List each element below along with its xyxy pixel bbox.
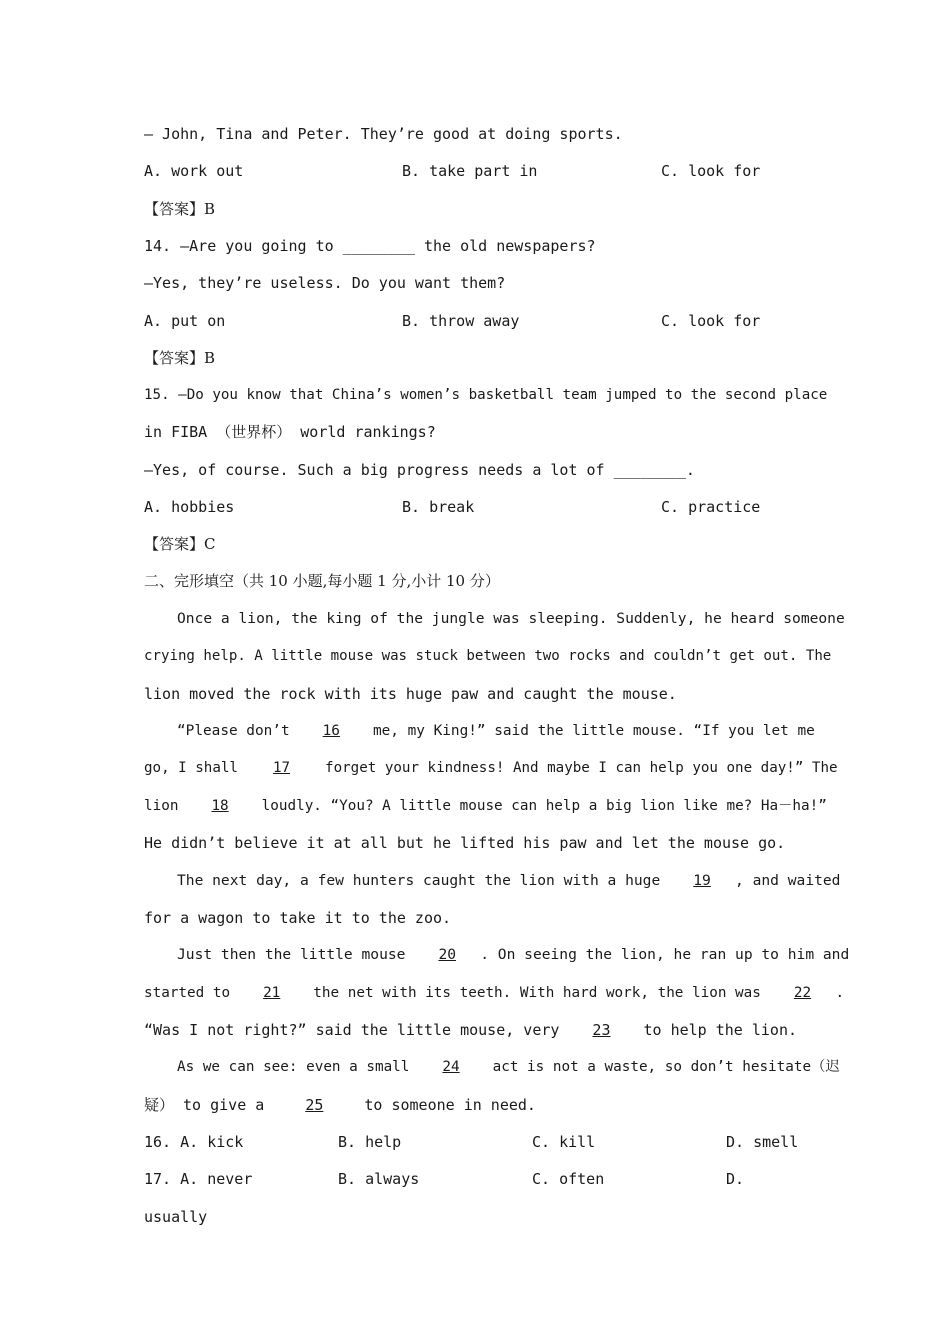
blank-23: 23 — [592, 1021, 611, 1039]
q16-option-a: 16. A. kick — [144, 1133, 244, 1151]
blank-25: 25 — [305, 1096, 324, 1114]
passage-p2-line4: He didn’t believe it at all but he lifted his paw and let the mouse go. — [144, 834, 786, 852]
passage-p3-line2: for a wagon to take it to the zoo. — [144, 909, 452, 927]
blank-17: 17 — [272, 760, 291, 776]
q14-option-a: A. put on — [144, 312, 226, 330]
passage-p1-line1: Once a lion, the king of the jungle was sleeping. Suddenly, he heard someone — [177, 610, 845, 627]
passage-p3-line1: The next day, a few hunters caught the lion with a huge 19 , and waited — [177, 872, 841, 889]
q15-stem-line1: 15. —Do you know that China’s women’s basketball team jumped to the second place — [144, 387, 828, 403]
q13-answer-line: — John, Tina and Peter. They’re good at doing sports. — [144, 125, 623, 143]
passage-p2-line3: lion 18 loudly. “You? A little mouse can help a big lion like me? Ha－ha!” — [144, 798, 827, 814]
q15-answer-key: 【答案】C — [144, 535, 216, 553]
q13-answer-key: 【答案】B — [144, 200, 216, 218]
passage-p4-line2: started to 21 the net with its teeth. With hard work, the lion was 22 . — [144, 985, 845, 1001]
q13-option-c: C. look for — [661, 162, 761, 180]
q17-option-d: D. — [726, 1170, 745, 1188]
blank-19: 19 — [693, 872, 711, 889]
passage-p1-line3: lion moved the rock with its huge paw and caught the mouse. — [144, 685, 677, 703]
passage-p2-line1: “Please don’t 16 me, my King!” said the little mouse. “If you let me — [177, 723, 815, 739]
q14-option-b: B. throw away — [402, 312, 520, 330]
passage-p5-line1: As we can see: even a small 24 act is not a waste, so don’t hesitate（迟 — [177, 1059, 840, 1075]
q15-stem-line2: in FIBA （世界杯） world rankings? — [144, 423, 436, 441]
q14-reply: —Yes, they’re useless. Do you want them? — [144, 274, 506, 292]
q16-option-d: D. smell — [726, 1133, 799, 1151]
q15-reply: —Yes, of course. Such a big progress needs a lot of ________. — [144, 461, 695, 479]
blank-24: 24 — [442, 1059, 460, 1075]
q15-option-b: B. break — [402, 498, 475, 516]
passage-p2-line2: go, I shall 17 forget your kindness! And maybe I can help you one day!” The — [144, 760, 838, 776]
q16-option-b: B. help — [338, 1133, 402, 1151]
blank-16: 16 — [322, 723, 340, 739]
q17-option-a: 17. A. never — [144, 1170, 253, 1188]
passage-p4-line3: “Was I not right?” said the little mouse, very 23 to help the lion. — [144, 1021, 798, 1039]
q14-option-c: C. look for — [661, 312, 761, 330]
q14-stem: 14. —Are you going to ________ the old newspapers? — [144, 237, 596, 255]
q15-option-a: A. hobbies — [144, 498, 235, 516]
q15-option-c: C. practice — [661, 498, 761, 516]
blank-21: 21 — [263, 985, 281, 1001]
q17-option-b: B. always — [338, 1170, 420, 1188]
q13-option-b: B. take part in — [402, 162, 538, 180]
passage-p4-line1: Just then the little mouse 20 . On seeing the lion, he ran up to him and — [177, 946, 850, 963]
section-title: 二、完形填空（共 10 小题,每小题 1 分,小计 10 分） — [144, 572, 500, 590]
q17-option-c: C. often — [532, 1170, 605, 1188]
blank-18: 18 — [211, 798, 229, 814]
q16-option-c: C. kill — [532, 1133, 596, 1151]
q14-answer-key: 【答案】B — [144, 349, 216, 367]
blank-20: 20 — [438, 946, 457, 963]
passage-p5-line2: 疑） to give a 25 to someone in need. — [144, 1096, 536, 1114]
q17-option-d-text: usually — [144, 1208, 208, 1226]
passage-p1-line2: crying help. A little mouse was stuck between two rocks and couldn’t get out. The — [144, 648, 832, 664]
blank-22: 22 — [793, 985, 812, 1001]
q13-option-a: A. work out — [144, 162, 244, 180]
